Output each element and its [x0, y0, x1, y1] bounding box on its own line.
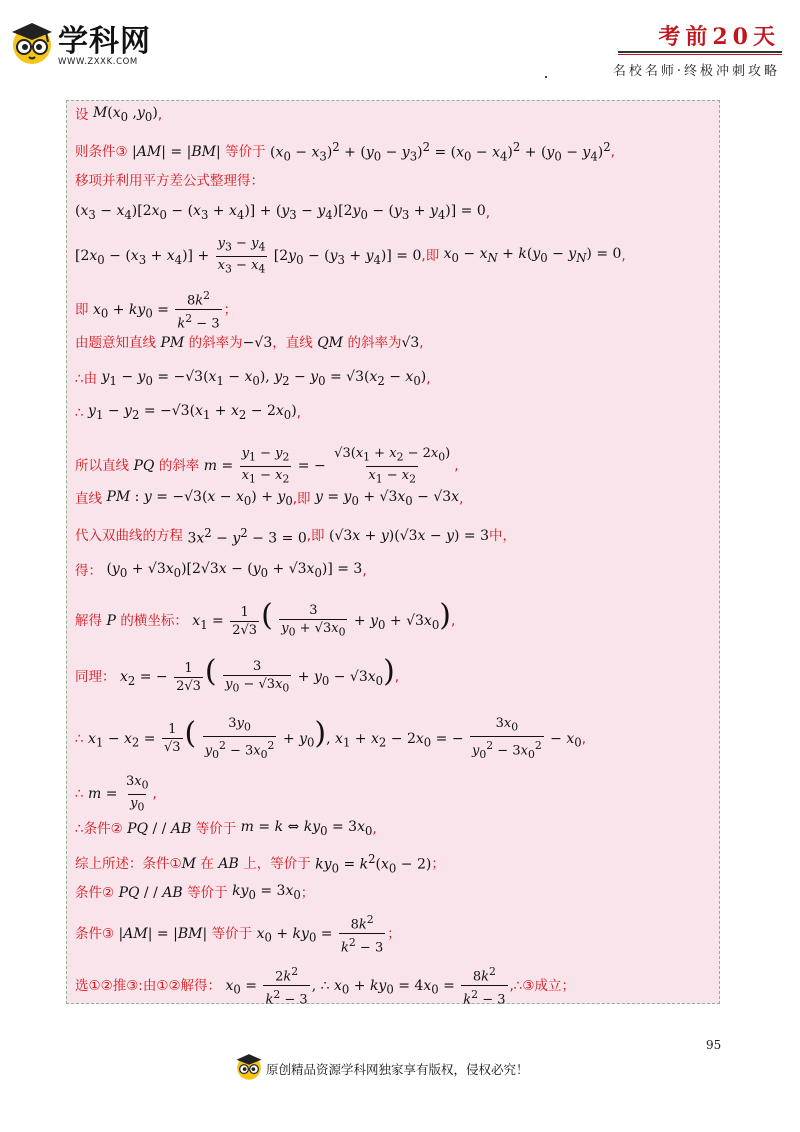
solution-text: 中，	[489, 527, 516, 544]
math-expr: m = k ⇔ $ky_0 = 3x_0$	[240, 819, 373, 838]
solution-text: 条件③	[75, 925, 115, 942]
math-expr: $(y_0 + √3x_0)[2√3x - (y_0 + √3x_0)] = 3$	[102, 561, 363, 580]
logo-url: WWW.ZXXK.COM	[58, 57, 138, 67]
solution-line: 即 $x_0 + ky_0$ = $\frac{8k^2}{k^2 - 3}$ ；	[75, 289, 238, 332]
math-expr: PQ	[133, 458, 155, 475]
page-number: 95	[706, 1038, 722, 1052]
solution-text: 等价于	[187, 884, 228, 901]
math-expr: $y_1 - y_2 = -√3(x_1 + x_2 - 2x_0)$	[88, 403, 297, 422]
math-expr: PM : $y = -√3(x - x_0) + y_0$	[106, 489, 293, 508]
math-expr: PQ / / AB	[127, 820, 192, 837]
copyright-notice: 原创精品资源学科网独家享有版权，侵权必究！	[266, 1062, 529, 1077]
solution-text: 即	[425, 248, 440, 265]
solution-text: 直线	[75, 490, 102, 507]
math-expr: $M(x_0$ $,y_0$)	[92, 105, 158, 124]
header-rule	[618, 51, 782, 53]
math-expr: (√3x + y)(√3x − y) = 3	[324, 527, 489, 544]
math-expr: $x_2$ = − $\frac{1}{2√3}$ ( $\frac{3}{y_0 - √3x_0}$ + $y_0 - √3x_0$)	[119, 654, 395, 695]
solution-text: ∴由	[75, 370, 98, 387]
solution-line: 代入双曲线的方程 $3x^2 - y^2 - 3 = 0$ , 即 (√3x + y)(√3x − y) = 3 中，	[75, 523, 713, 549]
solution-text: 同理：	[75, 668, 116, 685]
math-expr: $ky_0 = 3x_0$	[232, 883, 301, 902]
solution-text: 在	[200, 855, 214, 872]
owl-logo-icon	[8, 18, 56, 66]
solution-line: $[2x_0 - (x_3 + x_4)]$ + $\frac{y_3 - y_4}{x_3 - x_4}$ $[2y_0 - (y_3 + y_4)] = 0$ , 即 $x_0 - x_N + k(y_0 - y_N) = 0$ ,	[75, 236, 626, 276]
solution-line: 条件③ |AM| = |BM| 等价于 $x_0 + ky_0$ = $\frac{8k^2}{k^2 - 3}$ ；	[75, 913, 401, 956]
owl-logo-icon	[234, 1051, 264, 1081]
math-expr: m = $\frac{3x_0}{y_0}$	[88, 774, 149, 814]
math-expr: $(x_3 - x_4)[2x_0 - (x_3 + x_4)] + (y_3 - y_4)[2y_0 - (y_3 + y_4)] = 0$	[75, 203, 486, 222]
math-expr: |AM| = |BM|	[127, 143, 226, 160]
solution-line	[75, 171, 713, 191]
math-expr: AB	[218, 855, 239, 872]
math-expr: P	[106, 612, 116, 629]
math-expr: −√3	[242, 335, 273, 351]
solution-text: ∴条件②	[75, 820, 123, 837]
series-title: 考前20天	[658, 24, 780, 50]
solution-text: 代入双曲线的方程	[75, 527, 183, 544]
math-expr: $3x^2 - y^2 - 3 = 0$	[183, 526, 307, 547]
math-expr: $x_1 - x_2$ = $\frac{1}{√3}$ ( $\frac{3y_0}{y_0^2 - 3x_0^2}$ + $y_0$), $x_1 + x_2 - 2x_0$ = − $\frac{3x_0}{y_0^2 - 3x_0^2}$ − $x_0$	[88, 715, 582, 761]
solution-line: $(x_3 - x_4)[2x_0 - (x_3 + x_4)] + (y_3 - y_4)[2y_0 - (y_3 + y_4)] = 0$ ,	[75, 201, 713, 225]
solution-text: 选①②推③:由①②解得：	[75, 977, 222, 994]
solution-text: 得：	[75, 562, 102, 579]
math-expr: $(x_0 - x_3)^2 + (y_0 - y_3)^2 = (x_0 - x_4)^2 + (y_0 - y_4)^2$	[265, 140, 611, 164]
solution-text: 的斜率为	[188, 335, 243, 351]
math-expr: M	[181, 855, 196, 872]
solution-text: 的斜率	[158, 458, 200, 475]
solution-text: 的横坐标：	[120, 612, 188, 629]
logo-text: 学科网	[58, 24, 151, 59]
header-dot	[545, 76, 547, 78]
math-expr: $x_0 + ky_0$ = $\frac{8k^2}{k^2 - 3}$	[92, 289, 220, 332]
math-expr: √3	[401, 335, 420, 351]
solution-text: 即	[297, 490, 311, 507]
solution-line: ∴ $y_1 - y_2 = -√3(x_1 + x_2 - 2x_0)$ ,	[75, 401, 713, 425]
solution-line: ∴由 $y_1 - y_0 = -√3(x_1 - x_0)$, $y_2 - y_0 = √3(x_2 - x_0)$ ,	[75, 367, 713, 391]
solution-text: 解得	[75, 612, 102, 629]
solution-line: 条件② PQ / / AB 等价于 $ky_0 = 3x_0$ ；	[75, 881, 713, 905]
math-expr: $x_0$ = $\frac{2k^2}{k^2 - 3}$ , ∴ $x_0 + ky_0 = 4x_0$ = $\frac{8k^2}{k^2 - 3}$	[225, 965, 506, 1008]
solution-text: 等价于	[225, 143, 266, 160]
solution-line: 则条件③ |AM| = |BM| 等价于 $(x_0 - x_3)^2 + (y_0 - y_3)^2 = (x_0 - x_4)^2 + (y_0 - y_4)^2$ ,	[75, 137, 713, 166]
math-expr: QM	[317, 335, 343, 351]
math-expr: $y_1 - y_0 = -√3(x_1 - x_0)$, $y_2 - y_0 = √3(x_2 - x_0)$	[101, 369, 427, 388]
solution-text: 条件②	[75, 884, 115, 901]
math-expr: |AM| = |BM|	[114, 925, 212, 942]
solution-text: 综上所述：条件①	[75, 855, 182, 872]
solution-text: ∴③成立；	[513, 977, 575, 994]
solution-line: 解得 P 的横坐标： $x_1$ = $\frac{1}{2√3}$ ( $\frac{3}{y_0 + √3x_0}$ + $y_0 + √3x_0$) ,	[75, 598, 456, 639]
solution-text: ∴	[75, 404, 84, 421]
solution-text: ，直线	[272, 335, 313, 351]
solution-line: ∴条件② PQ / / AB 等价于 m = k ⇔ $ky_0 = 3x_0$ ,	[75, 817, 713, 841]
solution-line: 所以直线 PQ 的斜率 m = $\frac{y_1 - y_2}{x_1 - x_2}$ = − $\frac{√3(x_1 + x_2 - 2x_0)}{x_1 - x_2}$ ,	[75, 446, 459, 486]
solution-text: 的斜率为	[347, 335, 402, 351]
math-expr: $x_1$ = $\frac{1}{2√3}$ ( $\frac{3}{y_0 + √3x_0}$ + $y_0 + √3x_0$)	[192, 598, 451, 639]
solution-line: 由题意知直线 PM 的斜率为 −√3 ，直线 QM 的斜率为 √3 ,	[75, 335, 424, 351]
solution-text: 上，等价于	[243, 855, 311, 872]
solution-text: 则条件③	[75, 143, 128, 160]
solution-line: 选①②推③:由①②解得： $x_0$ = $\frac{2k^2}{k^2 - 3}$ , ∴ $x_0 + ky_0 = 4x_0$ = $\frac{8k^2}{k^2 - 3}$ , ∴③成立；	[75, 965, 575, 1008]
math-expr: $[2x_0 - (x_3 + x_4)]$ + $\frac{y_3 - y_4}{x_3 - x_4}$ $[2y_0 - (y_3 + y_4)] = 0$	[75, 236, 422, 276]
solution-line: 综上所述：条件① M 在 AB 上，等价于 $ky_0 = k^2(x_0 - 2)$ ；	[75, 849, 713, 878]
solution-line: 直线 PM : $y = -√3(x - x_0) + y_0$ , 即 $y = y_0 + √3x_0 - √3x$ ,	[75, 487, 713, 511]
solution-text: 等价于	[211, 925, 253, 942]
math-expr: $x_0 - x_N + k(y_0 - y_N) = 0$	[443, 246, 622, 265]
math-expr: $y = y_0 + √3x_0 - √3x$	[314, 489, 460, 508]
solution-line: 得： $(y_0 + √3x_0)[2√3x - (y_0 + √3x_0)] = 3$ ,	[75, 559, 713, 583]
solution-text: ∴	[75, 786, 84, 803]
series-subtitle: 名校名师·终极冲刺攻略	[612, 64, 780, 79]
solution-line: ∴ $x_1 - x_2$ = $\frac{1}{√3}$ ( $\frac{3y_0}{y_0^2 - 3x_0^2}$ + $y_0$), $x_1 + x_2 - 2x_0$ = − $\frac{3x_0}{y_0^2 - 3x_0^2}$ − $x_0$ ,	[75, 715, 586, 761]
header-rule-accent	[618, 54, 782, 55]
solution-text: 由题意知直线	[75, 335, 156, 351]
math-expr: m = $\frac{y_1 - y_2}{x_1 - x_2}$ = − $\frac{√3(x_1 + x_2 - 2x_0)}{x_1 - x_2}$	[203, 446, 451, 486]
solution-text: 所以直线	[75, 458, 129, 475]
solution-text: 设	[75, 106, 89, 123]
solution-text: 等价于	[195, 820, 237, 837]
solution-text: 即	[75, 301, 89, 318]
solution-line: 同理： $x_2$ = − $\frac{1}{2√3}$ ( $\frac{3}{y_0 - √3x_0}$ + $y_0 - √3x_0$) ,	[75, 654, 400, 695]
math-expr: $ky_0 = k^2(x_0 - 2)$	[315, 852, 432, 876]
solution-text: 即	[311, 527, 325, 544]
solution-box	[66, 100, 720, 1008]
solution-line: ∴ m = $\frac{3x_0}{y_0}$ ,	[75, 774, 157, 814]
math-expr: PM	[160, 335, 185, 351]
solution-text: ∴	[75, 730, 84, 747]
math-expr: $x_0 + ky_0$ = $\frac{8k^2}{k^2 - 3}$	[256, 913, 384, 956]
math-expr: PQ / / AB	[118, 884, 183, 901]
solution-line: 设 $M(x_0$ $,y_0$) ,	[75, 103, 713, 127]
solution-text: 移项并利用平方差公式整理得：	[75, 173, 264, 189]
